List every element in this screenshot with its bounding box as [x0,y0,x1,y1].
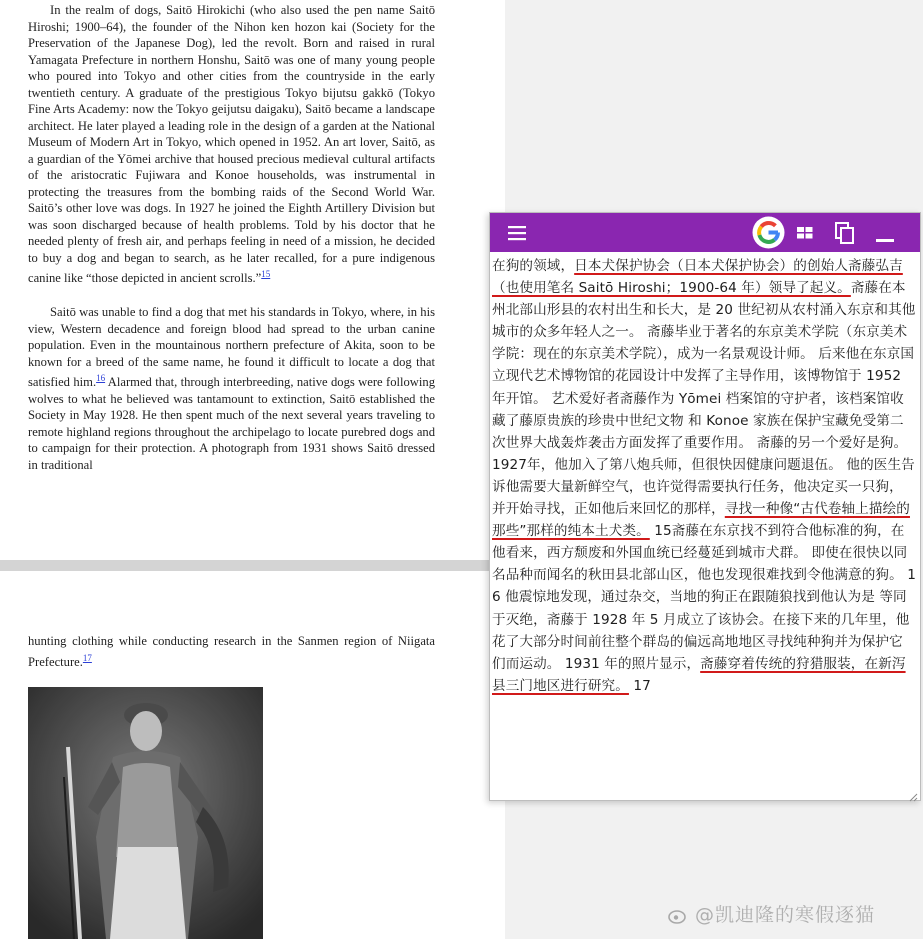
document-page [0,0,505,560]
historical-photograph [28,687,263,939]
body-paragraph [28,633,435,670]
windows-icon[interactable] [796,224,814,242]
popup-toolbar [490,213,920,252]
photo-figure-illustration [28,687,263,939]
translation-segment: 17 [628,677,651,694]
body-paragraph [28,2,435,287]
menu-icon[interactable] [506,224,528,242]
footnote-link[interactable]: 15 [261,269,271,279]
translation-text[interactable] [490,255,918,795]
google-g-icon[interactable] [752,216,785,249]
paragraph-text: In the realm of dogs, Saitō Hirokichi (who also used the pen name Saitō Hiroshi; 1900–64), the founder of the Nihon ken hozon kai (Society for the Preservation of the Japanese Dog), led the revolt. Born and raised in rural Yamagata Prefecture in northern Honshu, Saitō was one of many young people who poured into Tokyo and other cities from the countryside in the early twentieth century. A graduate of the prestigious Tokyo bijutsu gakkō (Tokyo Fine Arts Academy: now the Tokyo geijutsu daigaku), Saitō became a landscape architect. He later played a leading role in the design of a garden at the National Museum of Modern Art in Tokyo, which opened in 1952. An art lover, Saitō, as a guardian of the Yōmei archive that housed precious medieval cultural artifacts of the aristocratic Fujiwara and Konoe households, was instrumental in protecting the treasures from the bombing raids of the Second World War. Saitō’s other love was dogs. In 1927 he joined the Eighth Artillery Division but was soon discharged because of health problems. Told by his doctor that he needed plenty of fresh air, and perhaps feeling in need of a mission, he decided to buy a dog and began to search, as he later recalled, for a pure indigenous canine like “those depicted in ancient scrolls.” [28,3,435,286]
body-paragraph [28,304,435,473]
translation-popup [489,212,921,801]
translation-segment: 斋藤在本州北部山形县的农村出生和长大，是 20 世纪初从农村涌入东京和其他城市的众多年轻人之一。 斋藤毕业于著名的东京美术学院（东京美术学院：现在的东京美术学院），成为一名景观设计师。 后来他在东京国立现代艺术博物馆的花园设计中发挥了主导作用，该博物馆于 1952 年开馆。 艺术爱好者斋藤作为 Yōmei 档案馆的守护者，该档案馆收藏了藤原贵族的珍贵中世纪文物 和 Konoe 家族在保护宝藏免受第二次世界大战轰炸袭击方面发挥了重要作用。 斋藤的另一个爱好是狗。 1927年，他加入了第八炮兵师，但很快因健康问题退伍。 他的医生告诉他需要大量新鲜空气，也许觉得需要执行任务，他决定买一只狗，并开始寻找，正如他后来回忆的那样， [492,280,916,518]
watermark-text: @凯迪隆的寒假逐猫 [695,904,876,926]
footnote-link[interactable]: 16 [96,373,106,383]
highlighted-segment: 日本犬保护协会（日本犬保护协会）的创始人斋藤弘吉（也使用笔名 Saitō Hiroshi；1900-64 年）领导了起义。 [492,258,903,297]
minimize-icon[interactable] [876,230,894,234]
watermark [668,900,875,927]
resize-handle[interactable] [909,789,918,798]
copy-icon[interactable] [834,221,856,245]
highlighted-segment: 斋藤穿着传统的狩猎服装，在新泻县三门地区进行研究。 [492,655,906,694]
paragraph-text: Saitō was unable to find a dog that met his standards in Tokyo, where, in his view, Western decadence and foreign blood had spread to the urban canine population. Even in the mountainous northern prefecture of Akita, soon to be known for a breed of the same name, he found it difficult to locate a dog that satisfied him. [28,305,435,390]
translation-segment: 15斋藤在东京找不到符合他标准的狗，在他看来，西方颓废和外国血统已经蔓延到城市犬群。 即使在很快以同名品种而闻名的秋田县北部山区，他也发现很难找到令他满意的狗。 16 他震惊地发现，通过杂交，当地的狗正在跟随狼找到他认为是 等同于灭绝，斋藤于 1928 年 5 月成立了该协会。在接下来的几年里，他花了大部分时间前往整个群岛的偏远高地地区寻找纯种狗并为保护它们而运动。 1931 年的照片显示， [492,523,916,672]
paragraph-text: Alarmed that, through interbreeding, native dogs were following wolves to what he believed was tantamount to extinction, Saitō established the Society in May 1928. He then spent much of the next several years traveling to remote highland regions throughout the archipelago to locate purebred dogs and to campaign for their protection. A photograph from 1931 shows Saitō dressed in traditional [28,375,435,472]
footnote-link[interactable]: 17 [82,652,92,663]
page-separator [0,560,505,571]
translation-segment: 在狗的领域， [492,258,575,274]
weibo-icon [668,906,688,924]
paragraph-text: hunting clothing while conducting research in the Sanmen region of Niigata Prefecture. [28,634,435,669]
highlighted-segment: 寻找一种像“古代卷轴上描绘的那些”那样的纯本土犬类。 [492,501,910,540]
